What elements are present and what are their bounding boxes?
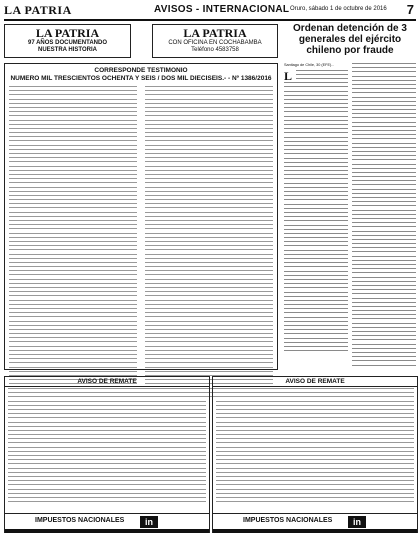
ad-line: Teléfono 4583758 bbox=[191, 47, 239, 53]
auction-title: AVISO DE REMATE bbox=[5, 377, 209, 387]
impuestos-mark: in bbox=[140, 516, 158, 528]
notice-text-column-1 bbox=[9, 86, 137, 400]
ad-line: 97 AÑOS DOCUMENTANDO bbox=[27, 40, 107, 46]
auction-text bbox=[8, 388, 206, 506]
article-dropcap: L bbox=[284, 68, 293, 83]
impuestos-footer bbox=[5, 513, 209, 532]
ad-line: NUESTRA HISTORIA bbox=[37, 47, 97, 53]
newspaper-name: LA PATRIA bbox=[4, 3, 72, 17]
issue-date: Oruro, sábado 1 de octubre de 2016 bbox=[290, 6, 387, 12]
impuestos-mark: in bbox=[348, 516, 366, 528]
ad-title: LA PATRIA bbox=[35, 26, 100, 40]
ad-title: LA PATRIA bbox=[183, 26, 247, 40]
article-column-2 bbox=[352, 63, 416, 368]
impuestos-footer bbox=[213, 513, 417, 532]
notice-heading: CORRESPONDE TESTIMONIO bbox=[94, 67, 188, 74]
impuestos-logo: IMPUESTOS NACIONALES bbox=[243, 517, 333, 524]
auction-notice-right bbox=[212, 376, 418, 533]
ad-line: CON OFICINA EN COCHABAMBA bbox=[168, 40, 262, 46]
cochabamba-office-ad bbox=[152, 24, 278, 58]
auction-title: AVISO DE REMATE bbox=[213, 377, 417, 387]
article-column-1 bbox=[284, 63, 348, 368]
article-dateline: Santiago de Chile, 30 (EFE).- bbox=[284, 63, 334, 67]
testimonio-notice bbox=[4, 63, 278, 370]
notice-text-column-2 bbox=[145, 86, 273, 400]
auction-notice-left bbox=[4, 376, 210, 533]
article bbox=[284, 63, 416, 368]
masthead bbox=[4, 3, 416, 21]
notice-number: NUMERO MIL TRESCIENTOS OCHENTA Y SEIS / DOS MIL DIECISEIS.- - Nº 1386/2016 bbox=[10, 75, 272, 82]
la-patria-ad bbox=[4, 24, 131, 58]
page-number: 7 bbox=[406, 2, 414, 17]
article-headline: Ordenan detención de 3 generales del ejército chileno por fraude bbox=[293, 23, 407, 56]
auction-text bbox=[216, 388, 414, 506]
impuestos-logo: IMPUESTOS NACIONALES bbox=[35, 517, 125, 524]
section-title: AVISOS - INTERNACIONAL bbox=[154, 4, 290, 15]
